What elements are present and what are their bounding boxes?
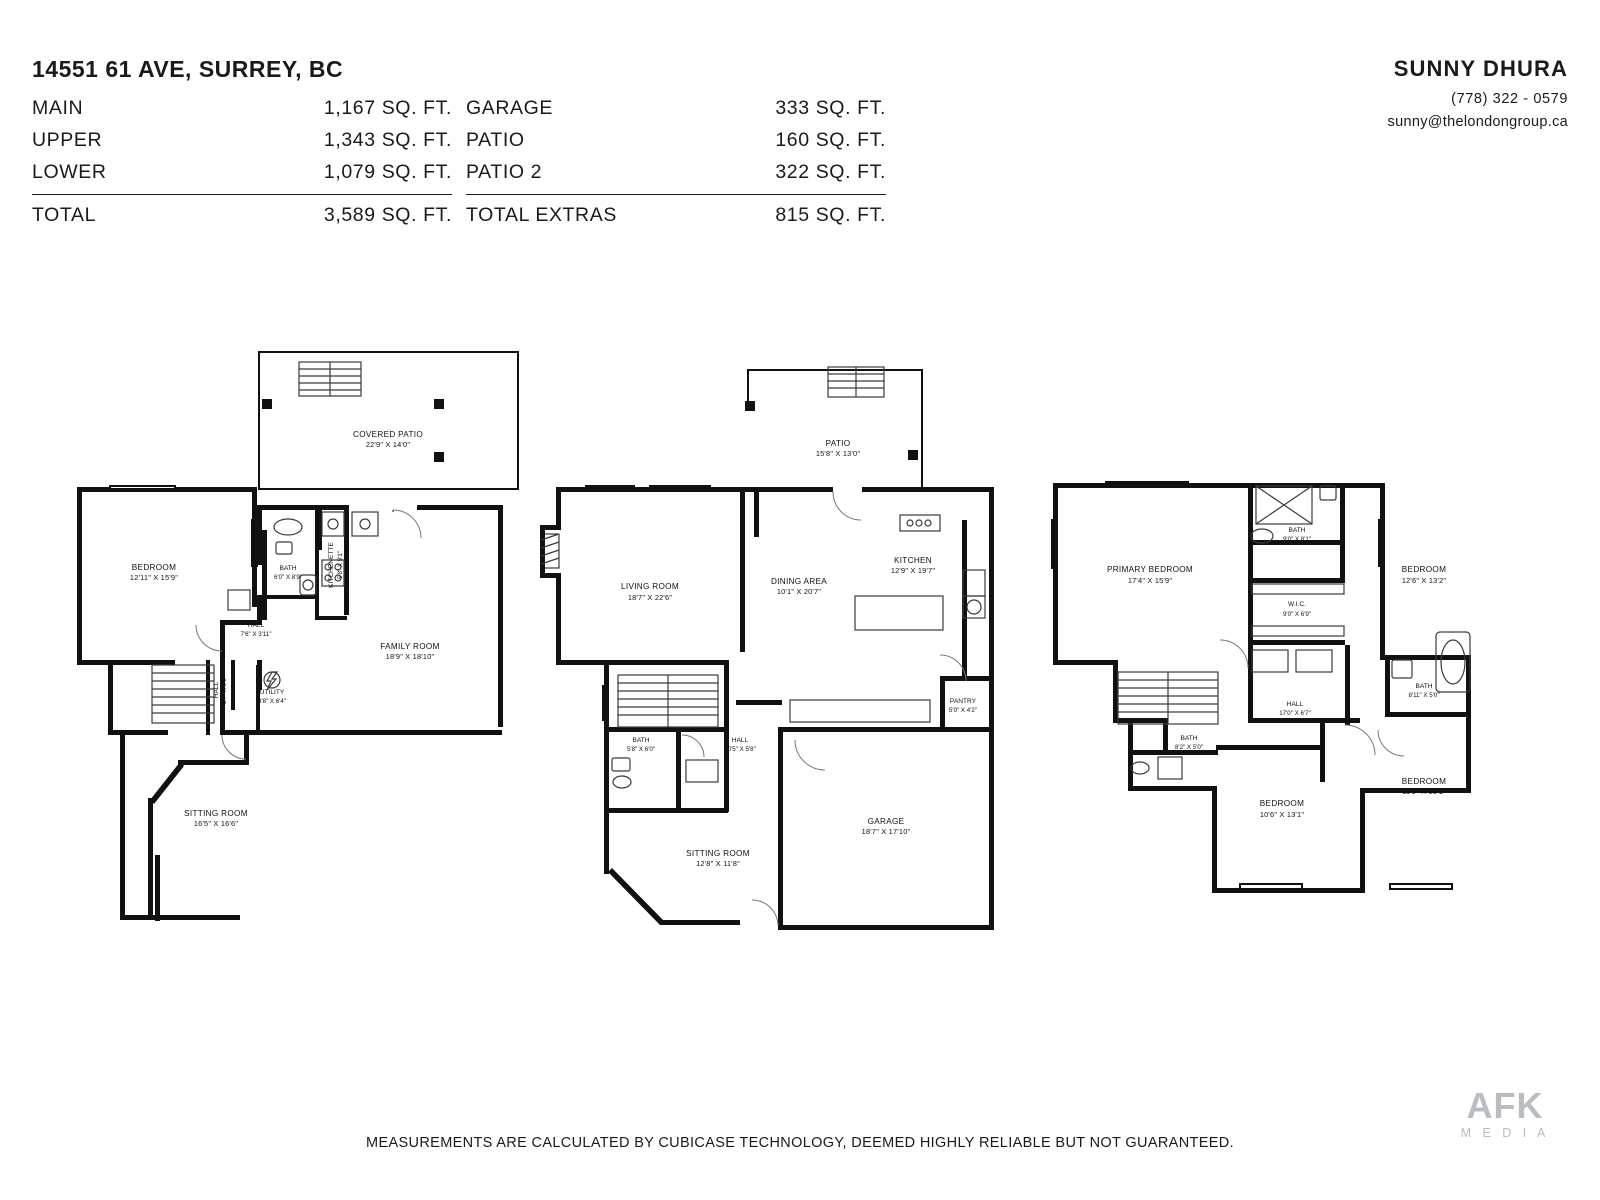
area-value: 322 SQ. FT. [775, 161, 886, 183]
lower-fixtures [110, 486, 421, 759]
logo-primary-text: AFK [1466, 1085, 1544, 1126]
room-dims: 17'4" X 15'9" [1127, 576, 1173, 585]
area-total-label: TOTAL [32, 204, 97, 226]
room-name: BATH [1180, 735, 1198, 742]
main-patio-outline [745, 367, 922, 487]
room-dims: 9'0" X 6'9" [1282, 611, 1312, 618]
room-dims: 18'7" X 22'6" [627, 593, 673, 602]
svg-text:COVERED PATIO: COVERED PATIO [352, 430, 424, 439]
room-name: BATH [1288, 527, 1306, 534]
room-name: BEDROOM [131, 563, 177, 572]
area-value: 1,167 SQ. FT. [323, 97, 452, 119]
room-dims: 17'0" X 6'7" [1279, 710, 1311, 717]
area-value: 1,079 SQ. FT. [323, 161, 452, 183]
room-name: HALL [247, 622, 265, 629]
upper-walls [1053, 483, 1471, 893]
room-dims: 11'9" X 13'1" [1402, 787, 1446, 796]
room-dims: 10'6" X 13'1" [1259, 810, 1305, 819]
room-dims: 10'1" X 20'7" [776, 587, 822, 596]
room-dims: 5'8" X 9'1" [337, 550, 344, 580]
room-name: KITCHENETTE [328, 542, 335, 588]
room-dims: 6'0" X 8'9" [273, 574, 303, 581]
room-dims: 3'7" X 6'5" [221, 675, 228, 705]
area-value: 160 SQ. FT. [775, 129, 886, 151]
svg-text:22'9" X 14'0": 22'9" X 14'0" [365, 440, 411, 449]
room-name: HALL [731, 737, 749, 744]
room-name: PANTRY [949, 698, 977, 705]
logo-secondary-text: M E D I A [1460, 1126, 1550, 1140]
room-dims: 16'5" X 16'6" [193, 819, 239, 828]
area-label: PATIO [466, 129, 525, 151]
room-dims: 15'8" X 13'0" [815, 449, 861, 458]
room-name: UTILITY [259, 689, 285, 696]
room-name: SITTING ROOM [686, 849, 750, 858]
room-dims: 12'6" X 13'2" [1401, 576, 1447, 585]
area-label: MAIN [32, 97, 84, 119]
agent-email: sunny@thelondongroup.ca [1387, 114, 1568, 130]
area-label: LOWER [32, 161, 107, 183]
area-label: GARAGE [466, 97, 554, 119]
agent-name: SUNNY DHURA [1393, 56, 1568, 81]
room-name: BATH [279, 565, 297, 572]
room-name: PATIO [825, 439, 851, 448]
room-name: LIVING ROOM [621, 582, 679, 591]
room-name: BEDROOM [1401, 565, 1447, 574]
room-dims: 8'11" X 5'0" [1408, 692, 1440, 699]
room-name: PRIMARY BEDROOM [1106, 565, 1194, 574]
room-dims: 18'7" X 17'10" [861, 827, 911, 836]
disclaimer-text: MEASUREMENTS ARE CALCULATED BY CUBICASE TECHNOLOGY, DEEMED HIGHLY RELIABLE BUT NOT GUARANTEED. [366, 1135, 1234, 1151]
room-dims: 9'0" X 8'1" [1282, 536, 1312, 543]
area-value: 333 SQ. FT. [775, 97, 886, 119]
area-label: PATIO 2 [466, 161, 543, 183]
lower-room-labels [130, 542, 440, 828]
floor-plan-upper [1052, 482, 1471, 893]
room-dims: 7'6" X 3'11" [240, 631, 272, 638]
room-name: BEDROOM [1401, 777, 1447, 786]
floor-plan-main [540, 367, 994, 930]
area-value: 1,343 SQ. FT. [323, 129, 452, 151]
main-room-labels [621, 556, 977, 868]
area-total-label: TOTAL EXTRAS [466, 204, 617, 226]
room-dims: 3'8" X 6'4" [257, 698, 287, 705]
room-name: FAMILY ROOM [380, 642, 440, 651]
room-name: BEDROOM [1259, 799, 1305, 808]
room-name: BATH [1415, 683, 1433, 690]
lower-walls [77, 487, 503, 921]
room-dims: 10'5" X 5'8" [724, 746, 756, 753]
area-total-value: 815 SQ. FT. [775, 204, 886, 226]
room-dims: 12'11" X 15'9" [129, 573, 179, 582]
afk-media-logo [1446, 1085, 1564, 1140]
main-fixtures [586, 486, 985, 926]
room-name: HALL [1286, 701, 1304, 708]
room-name: HALL [213, 681, 220, 699]
page-title: 14551 61 AVE, SURREY, BC [32, 56, 344, 82]
floor-plan-lower [77, 352, 518, 921]
area-total-value: 3,589 SQ. FT. [323, 204, 452, 226]
room-dims: 5'8" X 6'0" [626, 746, 656, 753]
room-dims: 18'9" X 18'10" [385, 652, 435, 661]
room-dims: 8'2" X 5'0" [1174, 744, 1204, 751]
covered-patio-outline [259, 352, 518, 489]
room-dims: 12'9" X 19'7" [890, 566, 936, 575]
area-label: UPPER [32, 129, 103, 151]
room-name: KITCHEN [893, 556, 933, 565]
room-dims: 5'0" X 4'2" [948, 707, 978, 714]
room-name: BATH [632, 737, 650, 744]
room-name: GARAGE [867, 817, 905, 826]
room-dims: 12'8" X 11'8" [696, 859, 740, 868]
room-name: DINING AREA [770, 577, 828, 586]
room-name: W.I.C. [1288, 601, 1306, 608]
room-name: SITTING ROOM [184, 809, 248, 818]
agent-phone: (778) 322 - 0579 [1451, 91, 1568, 107]
